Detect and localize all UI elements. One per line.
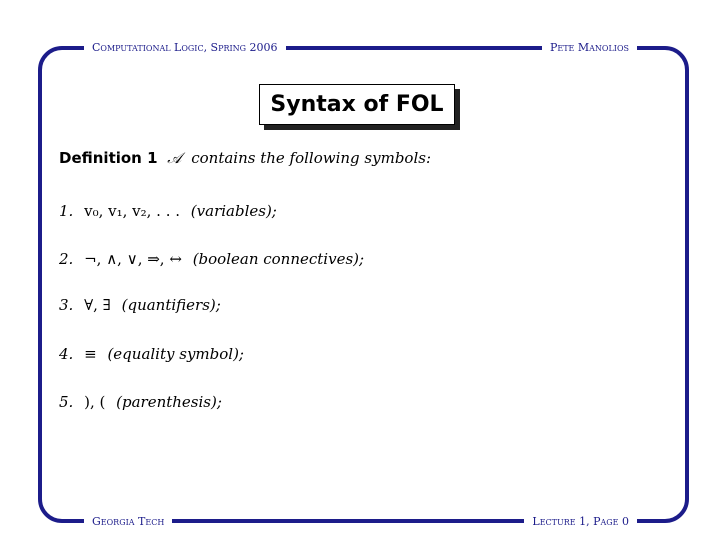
list-item [59, 249, 364, 269]
definition-symbol: 𝒜 [167, 149, 182, 167]
list-item-description: (parenthesis); [116, 393, 222, 411]
list-item-math: v₀, v₁, v₂, . . . [84, 202, 181, 220]
list-item [59, 295, 221, 315]
footer-page: Lecture 1, Page 0 [524, 515, 637, 529]
definition-text: contains the following symbols: [191, 149, 432, 167]
header-course: Computational Logic, Spring 2006 [84, 41, 286, 55]
footer-institution: Georgia Tech [84, 515, 172, 529]
list-item-number: 5. [59, 393, 74, 411]
list-item-description: (variables); [190, 202, 277, 220]
list-item-number: 3. [59, 296, 74, 314]
list-item-description: (boolean connectives); [192, 250, 365, 268]
definition-label: Definition 1 [59, 149, 158, 167]
list-item [59, 344, 244, 364]
list-item-math: ¬, ∧, ∨, ⇒, ↔ [84, 250, 182, 268]
list-item-description: (quantifiers); [121, 296, 221, 314]
list-item-description: (equality symbol); [107, 345, 244, 363]
list-item [59, 201, 277, 221]
list-item-math: ), ( [84, 393, 106, 411]
definition [59, 148, 431, 169]
list-item-number: 1. [59, 202, 74, 220]
list-item-math: ∀, ∃ [84, 296, 111, 314]
title-box [259, 84, 455, 125]
list-item-number: 4. [59, 345, 74, 363]
list-item [59, 392, 222, 412]
list-item-math: ≡ [84, 345, 97, 363]
slide-title: Syntax of FOL [259, 84, 455, 125]
header-author: Pete Manolios [542, 41, 637, 55]
list-item-number: 2. [59, 250, 74, 268]
